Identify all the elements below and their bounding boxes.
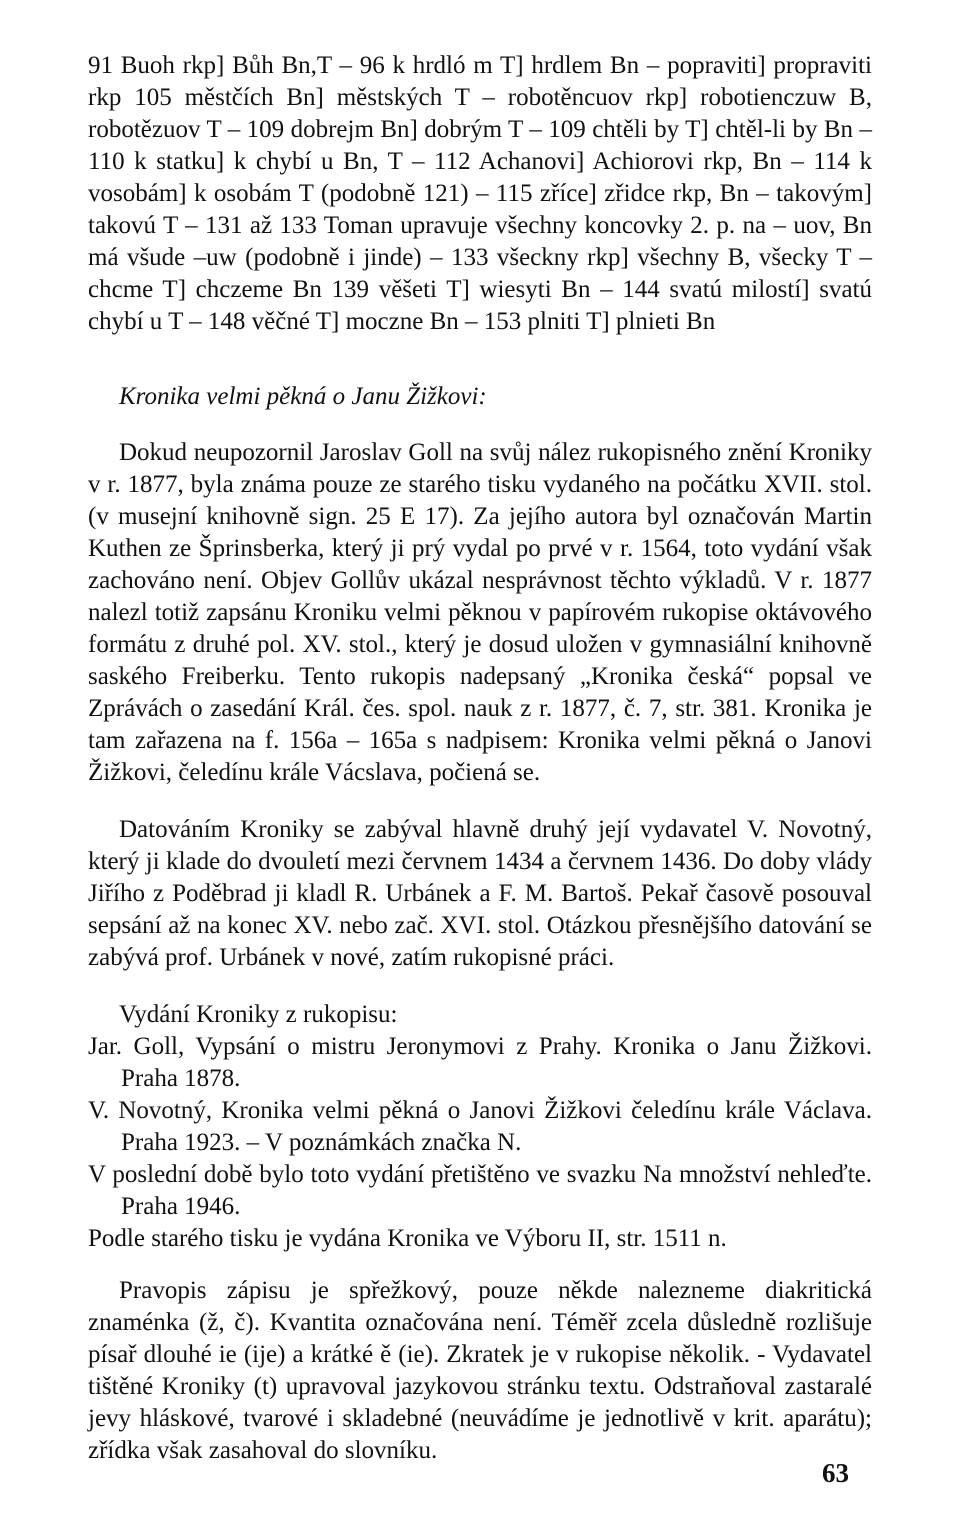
- editions-heading: Vydání Kroniky z rukopisu:: [119, 1001, 398, 1028]
- critical-apparatus-notes: 91 Buoh rkp] Bůh Bn,T – 96 k hrdló m T] hrdlem Bn – popraviti] propraviti rkp 105 městčích Bn] městských T – robotěncuov rkp] robotienczuw B, robotězuov T – 109 dobrejm Bn] dobrým T – 109 chtěli by T] chtěl-li by Bn – 110 k statku] k chybí u Bn, T – 112 Achanovi] Achiorovi rkp, Bn – 114 k vosobám] k osobám T (podobně 121) – 115 zříce] zřidce rkp, Bn – takovým] takovú T – 131 až 133 Toman upravuje všechny koncovky 2. p. na – uov, Bn má všude –uw (podobně i jinde) – 133 všeckny rkp] všechny B, všecky T – chcme T] chczeme Bn 139 věšeti T] wiesyti Bn – 144 svatú milostí] svatú chybí u T – 148 věčné T] moczne Bn – 153 plniti T] plnieti Bn: [88, 52, 872, 335]
- edition-item: V poslední době bylo toto vydání přetištěno ve svazku Na množství nehleďte. Praha 1946.: [88, 1161, 872, 1220]
- paragraph-discovery: Dokud neupozornil Jaroslav Goll na svůj nález rukopisného znění Kroniky v r. 1877, byla známa pouze ze starého tisku vydaného na počátku XVII. stol. (v musejní knihovně sign. 25 E 17). Za jejího autora byl označován Martin Kuthen ze Šprinsberka, který ji prý vydal po prvé v r. 1564, toto vydání však zachováno není. Objev Gollův ukázal nesprávnost těchto výkladů. V r. 1877 nalezl totiž zapsánu Kroniku velmi pěknou v papírovém rukopise oktávového formátu z druhé pol. XV. stol., který je dosud uložen v gymnasiální knihovně saského Freiberku. Tento rukopis nadepsaný „Kronika česká“ popsal ve Zprávách o zasedání Král. čes. spol. nauk z r. 1877, č. 7, str. 381. Kronika je tam zařazena na f. 156a – 165a s nadpisem: Kronika velmi pěkná o Janovi Žižkovi, čeledínu krále Vácslava, počiená se.: [88, 439, 872, 786]
- page-number: 63: [822, 1458, 849, 1488]
- print-edition-note: Podle starého tisku je vydána Kronika ve Výboru II, str. 1511 n.: [88, 1225, 727, 1252]
- section-heading: Kronika velmi pěkná o Janu Žižkovi:: [119, 383, 487, 410]
- edition-item: Jar. Goll, Vypsání o mistru Jeronymovi z Prahy. Kronika o Janu Žižkovi. Praha 1878.: [88, 1033, 872, 1092]
- page-content: [88, 50, 872, 1492]
- paragraph-dating: Datováním Kroniky se zabýval hlavně druhý její vydavatel V. Novotný, který ji klade do dvouletí mezi červnem 1434 a červnem 1436. Do doby vlády Jiřího z Poděbrad ji kladl R. Urbánek a F. M. Bartoš. Pekař časově posouval sepsání až na konec XV. nebo zač. XVI. stol. Otázkou přesnějšího datování se zabývá prof. Urbánek v nové, zatím rukopisné práci.: [88, 816, 872, 971]
- edition-item: V. Novotný, Kronika velmi pěkná o Janovi Žižkovi čeledínu krále Václava. Praha 1923. – V poznámkách značka N.: [88, 1097, 872, 1156]
- editions-list: [88, 1031, 872, 1255]
- paragraph-orthography: Pravopis zápisu je spřežkový, pouze někde nalezneme diakritická znaménka (ž, č). Kvantita označována není. Téměř zcela důsledně rozlišuje písař dlouhé ie (ije) a krátké ě (ie). Zkratek je v rukopise několik. - Vydavatel tištěné Kroniky (t) upravoval jazykovou stránku textu. Odstraňoval zastaralé jevy hláskové, tvarové i skladebné (neuvádíme je jednotlivě v krit. aparátu); zřídka však zasahoval do slovníku.: [88, 1277, 872, 1464]
